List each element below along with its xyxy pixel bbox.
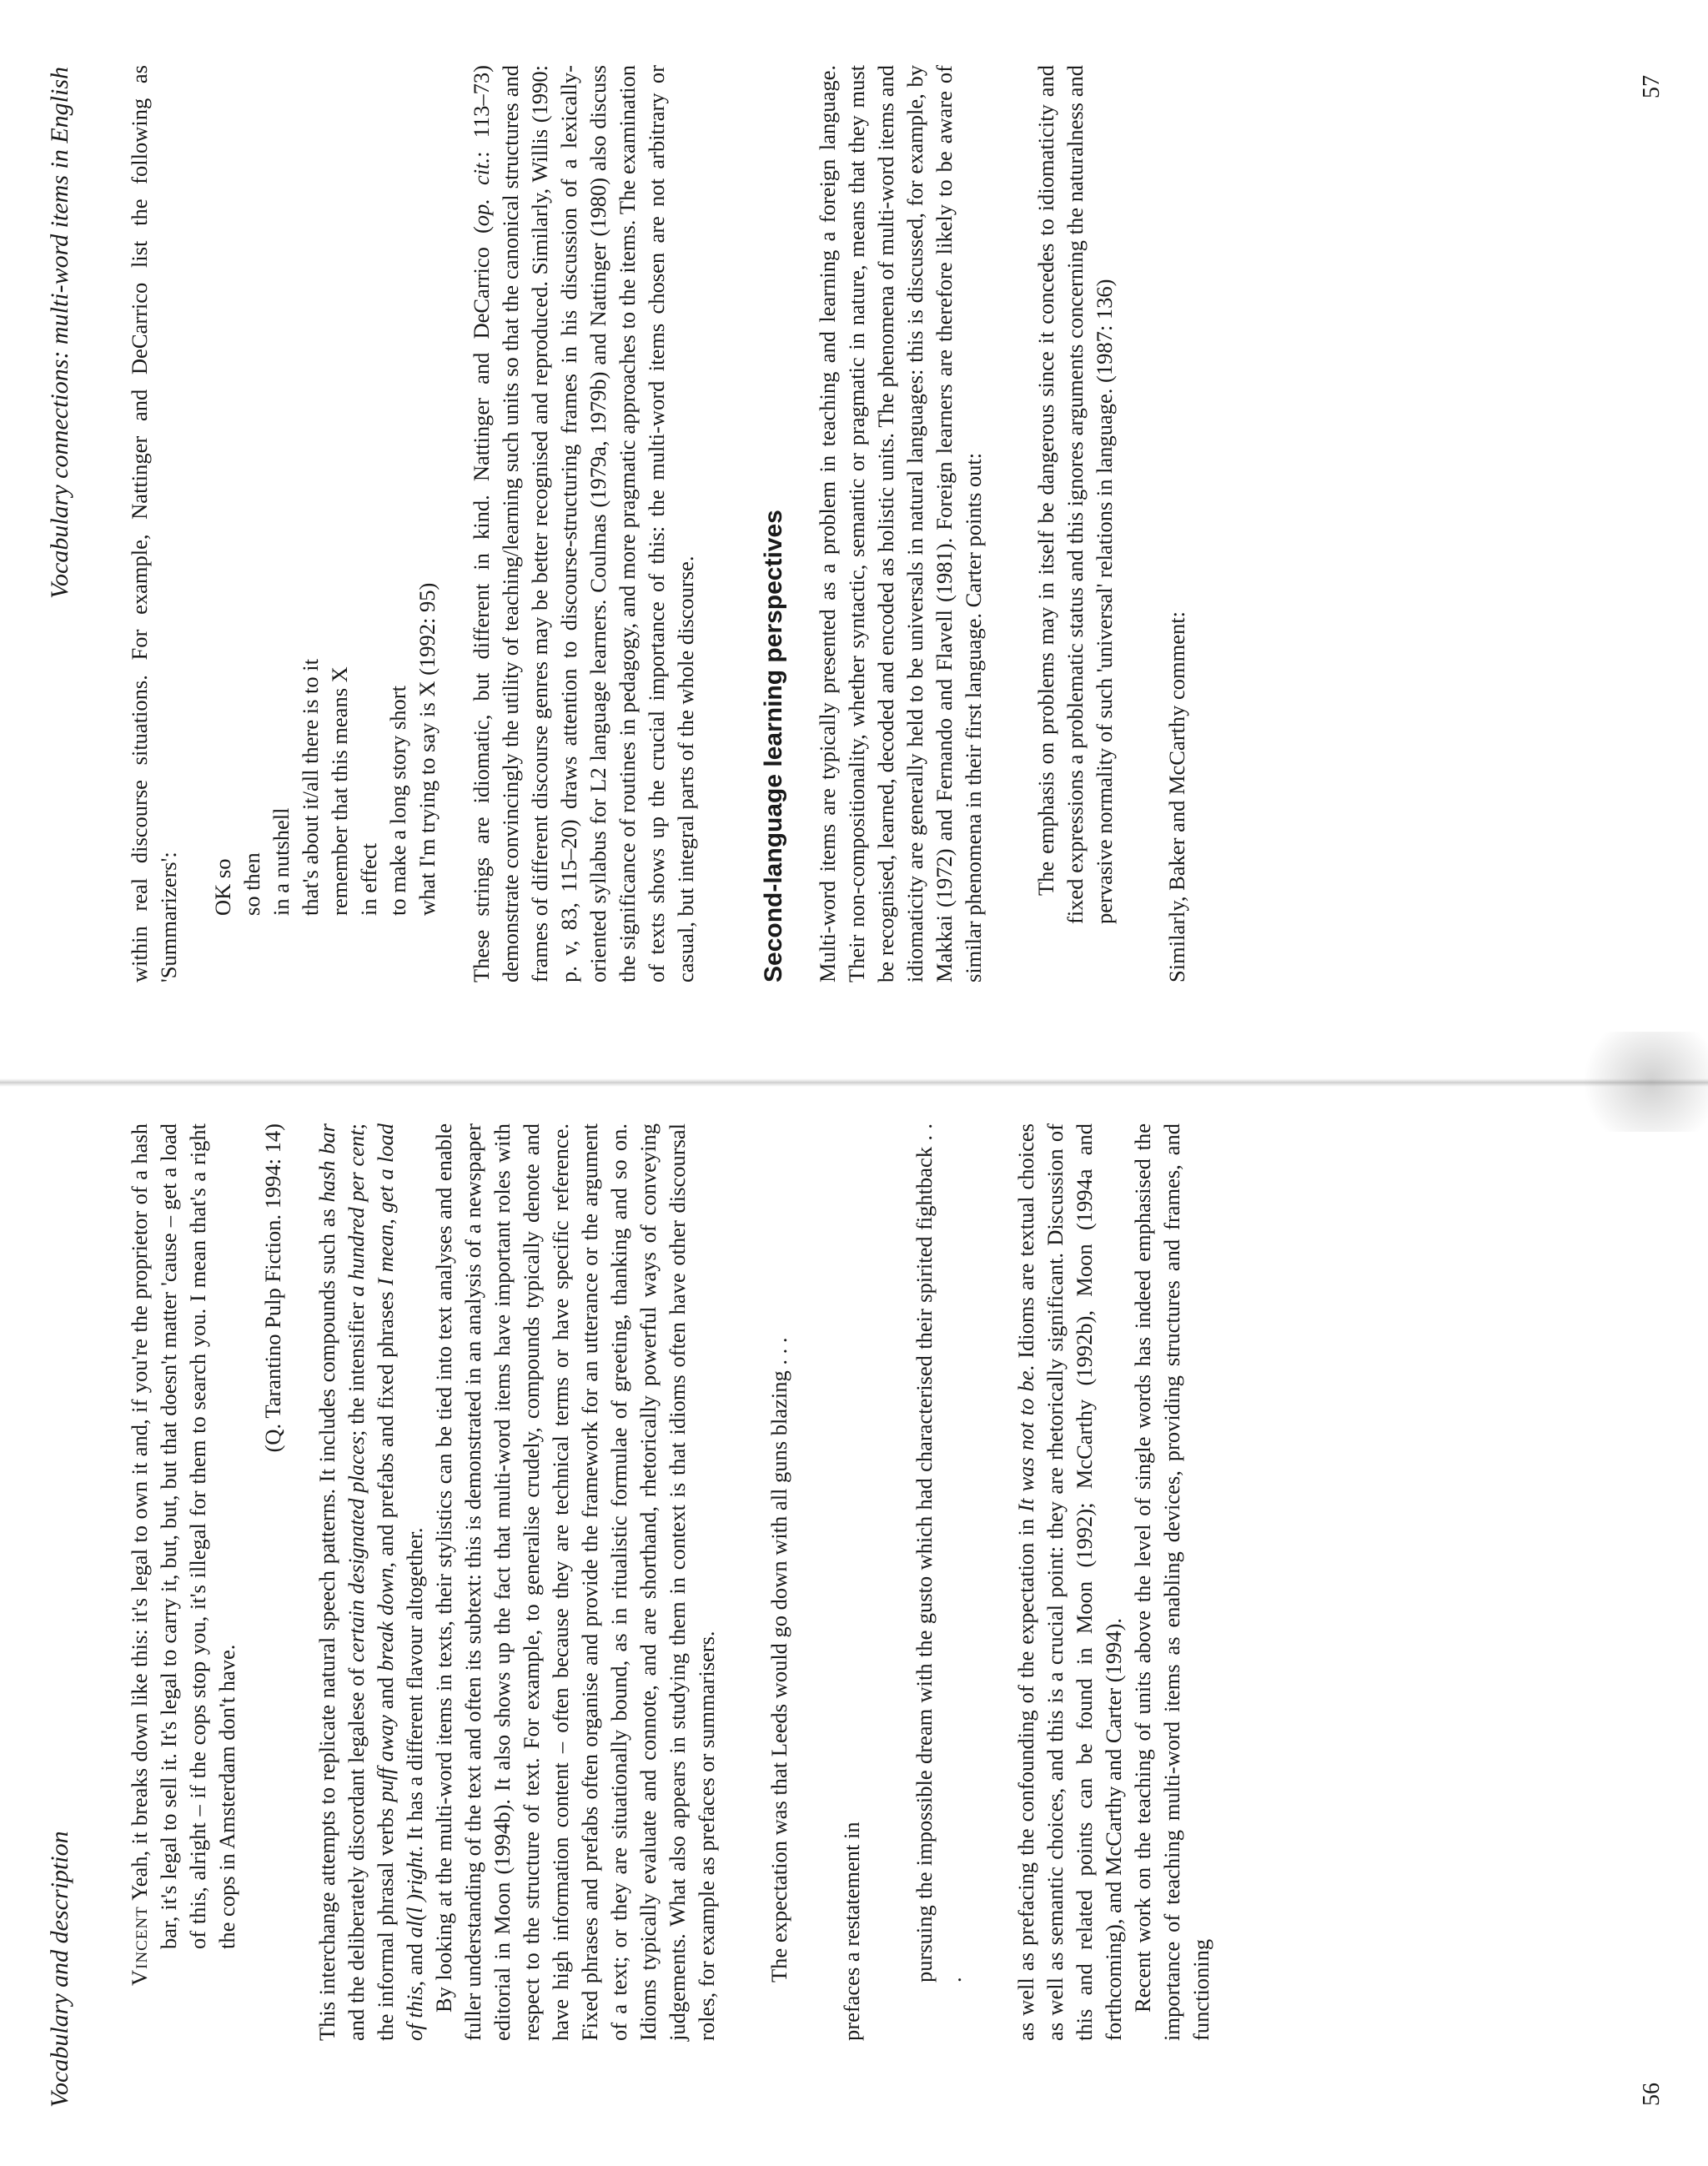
section-heading: Second-language learning perspectives [760, 510, 787, 982]
summarizers-list [208, 65, 442, 982]
prefaces-line: prefaces a restatement in [839, 1822, 864, 2041]
page-number-right: 57 [1639, 75, 1665, 98]
list-item: to make a long story short [385, 686, 410, 916]
list-item: in effect [356, 842, 381, 916]
paragraph-recent-work: Recent work on the teaching of units above the level of single words has indeed emphasised the importance of teaching multi-word items as enabling devices, providing structures and frames, and functioning [1130, 1123, 1213, 2041]
para-italic: op. cit. [469, 157, 494, 227]
para-text: as well as prefacing the confounding of the expectation in [1013, 1511, 1038, 2041]
para-italic: hash bar [314, 1123, 339, 1203]
dialogue-text: Yeah, it breaks down like this: it's legal to own it and, if you're the proprietor of a hash bar, it's legal to sell it. It's legal to carry it, but, but, but that doesn't matter 'cause – get a load of this, alright – if the cops stop you, it's illegal for them to search you. I mean that's a right the cops in Amsterdam don't have. [127, 1123, 239, 1949]
para-text: and the deliberately discordant legalese of [344, 1662, 369, 2041]
carter-quote: The emphasis on problems may in itself be dangerous since it concedes to idiomaticity and fixed expressions a problematic status and this ignores arguments concerning the naturalness and pervasive normality of such 'universal' relations in language. (1987: 136) [1033, 65, 1117, 924]
list-item: so then [239, 852, 264, 916]
para-text: and [373, 1671, 398, 1716]
paragraph-second-language: Multi-word items are typically presented as a problem in teaching and learning a foreign language. Their non-compositionality, whether syntactic, semantic or pragmatic in nature, means that they must be recognised, learned, decoded and encoded as holistic units. The phenomena of multi-word items and idiomaticity are generally held to be universals in natural languages: this is discussed, for example, by Makkai (1972) and Fernando and Flavell (1981). Foreign learners are therefore likely to be aware of similar phenomena in their first language. Carter points out: [815, 65, 986, 982]
para-text: This interchange attempts to replicate natural speech patterns. It includes compounds such as [314, 1202, 339, 2041]
para-text: , and [402, 1937, 427, 1987]
para-italic: It was not to be [1013, 1370, 1038, 1512]
para-text: , and prefabs and fixed phrases [373, 1285, 398, 1568]
right-text-column [125, 65, 1192, 982]
para-text: : 113–73) demonstrate convincingly the utility of teaching/learning such units so that the canonical structures and frames of different discourse genres may be better recognised and reproduced. Similarly, Willis (1990: p. v, 83, 115–20) draws attention to discourse-structuring frames in his discussion of a lexically-oriented syllabus for L2 language learners. Coulmas (1979a, 1979b) and Nattinger (1980) also discuss the significance of routines in pedagogy, and more pragmatic approaches to the items. The examination of texts shows up the crucial importance of this: the multi-word items chosen are not arbitrary or casual, but integral parts of the whole discourse. [469, 65, 698, 982]
paragraph-interchange [313, 1123, 430, 2041]
para-italic: puff away [373, 1715, 398, 1802]
paragraph-closing: Similarly, Baker and McCarthy comment: [1164, 611, 1189, 982]
para-italic: I mean, get a load of this [373, 1123, 427, 2041]
paragraph-intro: within real discourse situations. For example, Nattinger and DeCarrico list the following as 'Summarizers': [127, 65, 181, 982]
page-number-left: 56 [1639, 2083, 1665, 2106]
list-item: that's about it/all there is to it [298, 659, 323, 916]
para-italic: a hundred per cent [344, 1129, 369, 1297]
example-quote-dream: pursuing the impossible dream with the gusto which had characterised their spirited fightback . . . [912, 1123, 966, 1983]
para-text: . Idioms are textual choices as well as semantic choices, and this is a crucial point: they are rhetorically significant. Discussion of this and related points can be found in Moon (1992); McCarthy (1992b), Moon (1994a and forthcoming), and McCarthy and Carter (1994). [1013, 1123, 1126, 2041]
para-text: ; the informal phrasal verbs [344, 1123, 398, 2041]
para-text: These strings are idiomatic, but different in kind. Nattinger and DeCarrico ( [469, 226, 494, 982]
paragraph-multiword-items: By looking at the multi-word items in texts, their stylistics can be tied into text analyses and enable fuller understanding of the text and often its subtext: this is demonstrated in an analysis of a newspaper editorial in Moon (1994b). It also shows up the fact that multi-word items have important roles with respect to the structure of text. For example, to generalise crudely, compounds typically denote and have high information content – often because they are technical terms or have specific reference. Fixed phrases and prefabs often organise and provide the framework for an utterance or the argument of a text; or they are situationally bound, as in ritualistic formulae of greeting, thanking and so on. Idioms typically evaluate and connote, and are shorthand, rhetorically powerful ways of conveying judgements. What also appears in studying them in context is that idioms often have other discoursal roles, for example as prefaces or summarisers. [431, 1123, 719, 2041]
para-italic: break down [373, 1567, 398, 1671]
citation [259, 1123, 288, 2041]
list-item: what I'm trying to say is X (1992: 95) [414, 582, 440, 916]
paragraph-prefacing [1012, 1123, 1128, 2041]
running-head-left: Vocabulary and description [46, 1831, 73, 2108]
list-item: remember that this means X [327, 666, 352, 916]
speaker-name: Vincent [127, 1906, 152, 1986]
para-text: ; the intensifier [344, 1296, 369, 1437]
paragraph-strings [467, 65, 701, 982]
dialogue-quote [125, 1123, 242, 2041]
para-text: . It has a different flavour altogether. [402, 1527, 427, 1852]
list-item: OK so [210, 858, 235, 916]
running-head-right: Vocabulary connections: multi-word items in English [46, 67, 73, 599]
para-italic: al(l )right [402, 1851, 427, 1938]
citation-text: (Q. Tarantino Pulp Fiction. 1994: 14) [260, 1123, 285, 1453]
left-page [0, 1083, 1708, 2166]
example-quote-leeds: The expectation was that Leeds would go down with all guns blazing . . . [766, 1337, 791, 1983]
list-item: in a nutshell [269, 807, 294, 916]
para-italic: certain designated places [344, 1436, 369, 1663]
left-text-column [125, 1123, 1216, 2041]
